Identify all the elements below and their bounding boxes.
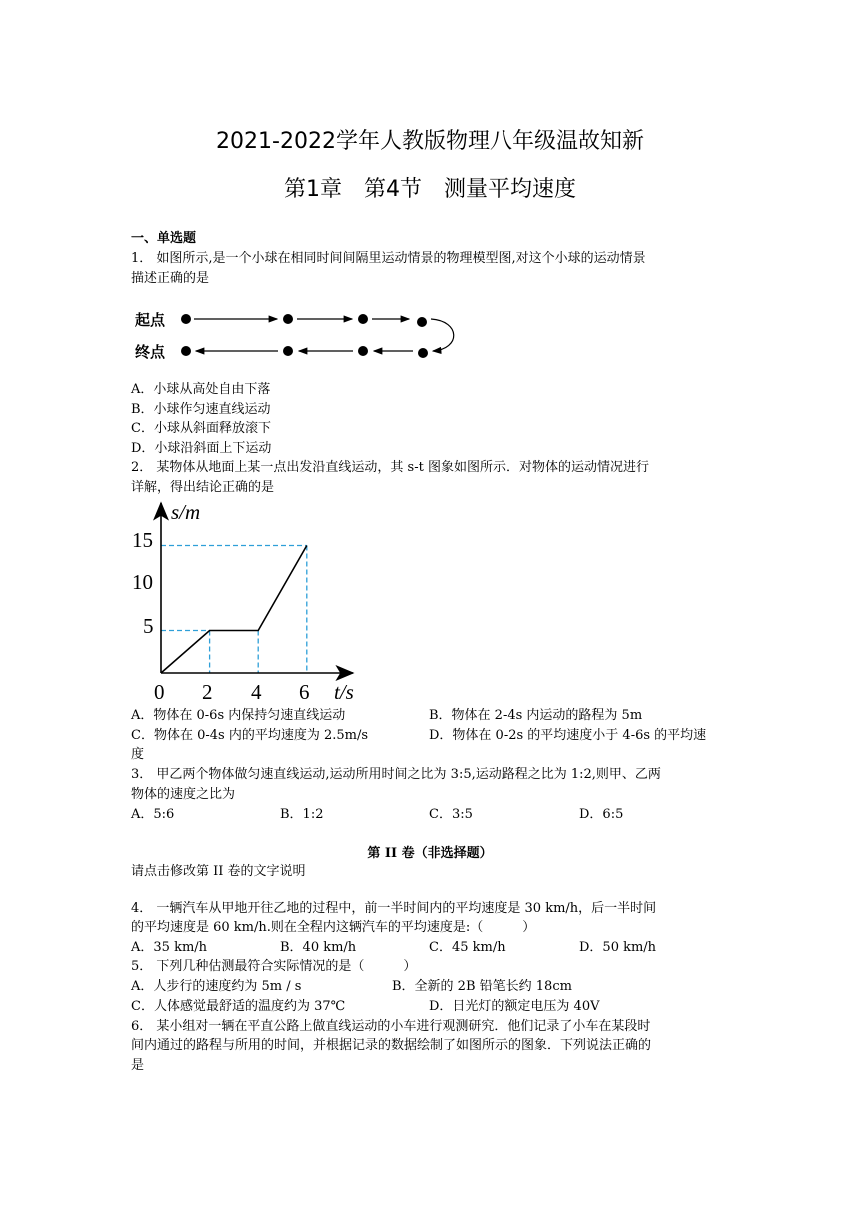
q1-text-line1: 1． 如图所示,是一个小球在相同时间间隔里运动情景的物理模型图,对这个小球的运动情景 bbox=[131, 251, 646, 266]
part-two-note: 请点击修改第 II 卷的文字说明 bbox=[131, 864, 306, 879]
q4-option-a: A．35 km/h bbox=[131, 940, 208, 955]
ball-position bbox=[181, 346, 191, 356]
y-tick-label: 15 bbox=[132, 528, 153, 552]
x-tick-label: 4 bbox=[251, 680, 262, 704]
q1-option-d: D．小球沿斜面上下运动 bbox=[131, 441, 272, 456]
q2-option-d-continued: 度 bbox=[131, 747, 145, 762]
q6-text-line1: 6． 某小组对一辆在平直公路上做直线运动的小车进行观测研究．他们记录了小车在某段时 bbox=[131, 1019, 651, 1034]
ball-position bbox=[417, 317, 427, 327]
st-graph bbox=[127, 497, 367, 705]
q3-option-a: A．5:6 bbox=[131, 807, 175, 822]
document-title: 2021-2022学年人教版物理八年级温故知新 bbox=[216, 129, 644, 154]
q3-text-line1: 3． 甲乙两个物体做匀速直线运动,运动所用时间之比为 3:5,运动路程之比为 1:2,则甲、乙两 bbox=[131, 767, 661, 782]
y-tick-label: 5 bbox=[143, 614, 154, 638]
q4-text-line2: 的平均速度是 60 km/h.则在全程内这辆汽车的平均速度是:（ ） bbox=[131, 920, 536, 935]
turn-arrow bbox=[431, 319, 454, 351]
q3-option-c: C．3:5 bbox=[429, 807, 473, 822]
q2-option-d: D．物体在 0-2s 的平均速度小于 4-6s 的平均速 bbox=[429, 728, 707, 743]
q1-text-line2: 描述正确的是 bbox=[131, 271, 210, 286]
st-series-line bbox=[161, 546, 307, 674]
x-tick-label: 0 bbox=[154, 680, 165, 704]
end-label: 终点 bbox=[135, 343, 166, 361]
q3-option-b: B．1:2 bbox=[280, 807, 324, 822]
x-tick-label: 2 bbox=[202, 680, 213, 704]
ball-position bbox=[181, 314, 191, 324]
q4-option-c: C．45 km/h bbox=[429, 940, 506, 955]
q2-option-b: B．物体在 2-4s 内运动的路程为 5m bbox=[429, 708, 643, 723]
q5-text-line1: 5． 下列几种估测最符合实际情况的是（ ） bbox=[131, 959, 417, 974]
ball-position bbox=[358, 346, 368, 356]
q6-text-line3: 是 bbox=[131, 1058, 145, 1073]
q6-text-line2: 间内通过的路程与所用的时间，并根据记录的数据绘制了如图所示的图象．下列说法正确的 bbox=[131, 1038, 652, 1053]
ball-position bbox=[418, 348, 428, 358]
ball-position bbox=[283, 314, 293, 324]
q2-text-line2: 详解，得出结论正确的是 bbox=[131, 480, 275, 495]
section-heading-single-choice: 一、单选题 bbox=[131, 231, 197, 246]
start-label: 起点 bbox=[135, 311, 166, 329]
x-axis-label: t/s bbox=[334, 680, 354, 704]
q2-text-line1: 2． 某物体从地面上某一点出发沿直线运动，其 s-t 图象如图所示．对物体的运动情况进行 bbox=[131, 460, 649, 475]
q5-option-d: D．日光灯的额定电压为 40V bbox=[429, 999, 600, 1014]
q1-option-c: C．小球从斜面释放滚下 bbox=[131, 421, 271, 436]
q5-option-c: C．人体感觉最舒适的温度约为 37℃ bbox=[131, 999, 346, 1014]
q1-option-b: B．小球作匀速直线运动 bbox=[131, 402, 271, 417]
y-axis-label: s/m bbox=[171, 500, 201, 524]
q3-option-d: D．6:5 bbox=[579, 807, 624, 822]
q5-option-b: B．全新的 2B 铅笔长约 18cm bbox=[392, 979, 572, 994]
chapter-title: 第1章 第4节 测量平均速度 bbox=[284, 177, 576, 202]
q3-text-line2: 物体的速度之比为 bbox=[131, 787, 236, 802]
q4-option-d: D．50 km/h bbox=[579, 940, 657, 955]
x-tick-label: 6 bbox=[299, 680, 310, 704]
q1-option-a: A．小球从高处自由下落 bbox=[131, 382, 271, 397]
ball-position bbox=[358, 314, 368, 324]
ball-position bbox=[283, 346, 293, 356]
part-two-heading: 第 II 卷（非选择题） bbox=[367, 846, 493, 861]
y-tick-label: 10 bbox=[132, 570, 153, 594]
q4-text-line1: 4． 一辆汽车从甲地开往乙地的过程中，前一半时间内的平均速度是 30 km/h，后一半时间 bbox=[131, 901, 657, 916]
q4-option-b: B．40 km/h bbox=[280, 940, 357, 955]
q5-option-a: A．人步行的速度约为 5m / s bbox=[131, 979, 302, 994]
q1-motion-figure bbox=[131, 303, 471, 369]
q2-option-a: A．物体在 0-6s 内保持匀速直线运动 bbox=[131, 708, 346, 723]
q2-option-c: C．物体在 0-4s 内的平均速度为 2.5m/s bbox=[131, 728, 369, 743]
